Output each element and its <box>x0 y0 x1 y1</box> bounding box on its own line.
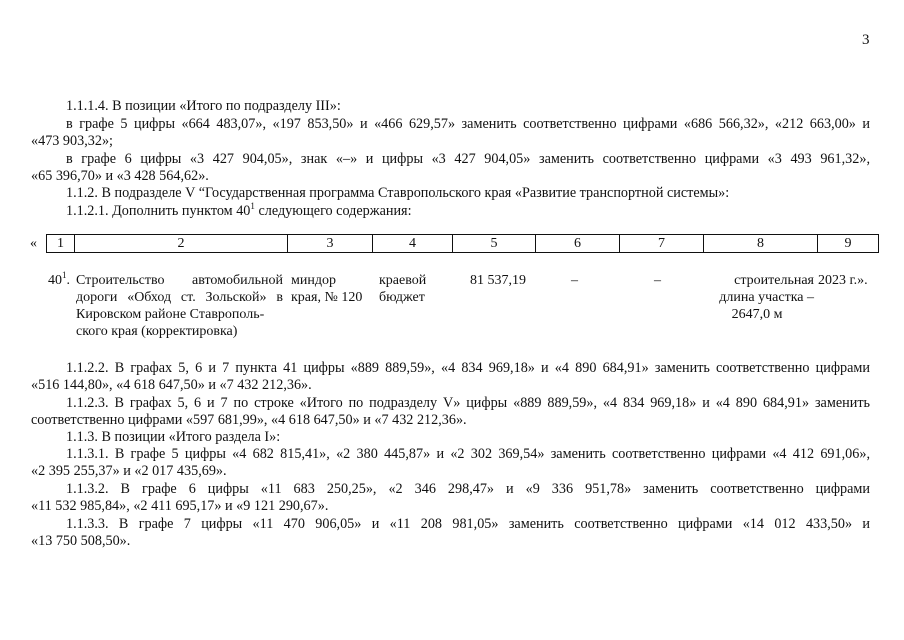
paragraph-column5-line1: в графе 5 цифры «664 483,07», «197 853,50» и «466 629,57» заменить соответственно цифрами «686 566,32», «212 663,00» и <box>66 116 870 132</box>
object-name-line: дороги «Обход ст. Зольской» в <box>76 290 283 305</box>
paragraph-1-1-3-1-line1: 1.1.3.1. В графе 5 цифры «4 682 815,41», «2 380 445,87» и «2 302 369,54» заменить соответственно цифрами «4 412 691,06», <box>66 446 870 462</box>
row-number-main: 40 <box>48 273 62 288</box>
paragraph-column6-line2: «65 396,70» и «3 428 564,62». <box>31 168 209 184</box>
row-number-dot: . <box>66 273 70 288</box>
paragraph-1-1-3-3-line1: 1.1.3.3. В графе 7 цифры «11 470 906,05» и «11 208 981,05» заменить соответственно цифрами «14 012 433,50» и <box>66 516 870 532</box>
paragraph-1-1-3-1-line2: «2 395 255,37» и «2 017 435,69». <box>31 463 227 479</box>
paragraph-1-1-2-1-text: 1.1.2.1. Дополнить пунктом 40 <box>66 203 251 219</box>
header-col-7: 7 <box>620 235 704 253</box>
row-result <box>700 272 814 323</box>
funding-line: бюджет <box>379 290 425 305</box>
row-executor <box>291 272 362 306</box>
paragraph-1-1-1-4: 1.1.1.4. В позиции «Итого по подразделу III»: <box>66 98 341 114</box>
result-line: 2647,0 м <box>731 307 783 322</box>
paragraph-1-1-2-1 <box>66 203 412 220</box>
row-col6-value: – <box>571 273 578 288</box>
paragraph-1-1-2-1-tail: следующего содержания: <box>254 203 412 219</box>
paragraph-1-1-3-2-line1: 1.1.3.2. В графе 6 цифры «11 683 250,25», «2 346 298,47» и «9 336 951,78» заменить соответственно цифрами <box>66 481 870 497</box>
object-name-line: Строительство автомобильной <box>76 273 283 288</box>
column-numbers-table <box>28 234 879 253</box>
row-number <box>48 272 70 289</box>
row-col5-value: 81 537,19 <box>470 273 526 288</box>
result-line: длина участка – <box>719 290 814 305</box>
paragraph-1-1-2-3-line2: соответственно цифрами «597 681,99», «4 618 647,50» и «7 432 212,36». <box>31 412 467 428</box>
row-year: 2023 г.». <box>818 273 868 288</box>
header-col-5: 5 <box>453 235 536 253</box>
executor-line: миндор <box>291 273 336 288</box>
header-col-6: 6 <box>536 235 620 253</box>
header-col-4: 4 <box>373 235 453 253</box>
superscript-marker: 1 <box>250 201 255 211</box>
object-name-line: ского края (корректировка) <box>76 324 238 339</box>
opening-quote: « <box>30 236 37 251</box>
paragraph-1-1-3-2-line2: «11 532 985,84», «2 411 695,17» и «9 121 290,67». <box>31 498 329 514</box>
row-object-name <box>76 272 283 340</box>
row-col7-value: – <box>654 273 661 288</box>
header-col-8: 8 <box>704 235 818 253</box>
paragraph-1-1-2-3-line1: 1.1.2.3. В графах 5, 6 и 7 по строке «Итого по подразделу V» цифры «889 889,59», «4 834 969,18» и «4 890 684,91» заменить <box>66 395 870 411</box>
paragraph-1-1-2: 1.1.2. В подразделе V “Государственная программа Ставропольского края «Развитие транспортной системы»: <box>66 185 730 201</box>
header-col-3: 3 <box>288 235 373 253</box>
result-line: строительная <box>734 273 814 288</box>
funding-line: краевой <box>379 273 427 288</box>
paragraph-column6-line1: в графе 6 цифры «3 427 904,05», знак «–» и цифры «3 427 904,05» заменить соответственно цифрами «3 493 961,32», <box>66 151 870 167</box>
executor-line: края, № 120 <box>291 290 363 305</box>
paragraph-column5-line2: «473 903,32»; <box>31 133 113 149</box>
page-number: 3 <box>862 32 870 48</box>
header-col-9: 9 <box>818 235 879 253</box>
paragraph-1-1-2-2-line1: 1.1.2.2. В графах 5, 6 и 7 пункта 41 цифры «889 889,59», «4 834 969,18» и «4 890 684,91» заменить соответственно цифрами <box>66 360 870 376</box>
row-number-sup: 1 <box>62 270 67 280</box>
paragraph-1-1-3: 1.1.3. В позиции «Итого раздела I»: <box>66 429 281 445</box>
paragraph-1-1-3-3-line2: «13 750 508,50». <box>31 533 131 549</box>
row-funding-source <box>379 272 426 306</box>
paragraph-1-1-2-2-line2: «516 144,80», «4 618 647,50» и «7 432 212,36». <box>31 377 312 393</box>
header-col-1: 1 <box>47 235 75 253</box>
object-name-line: Кировском районе Ставрополь- <box>76 307 265 322</box>
header-col-2: 2 <box>75 235 288 253</box>
